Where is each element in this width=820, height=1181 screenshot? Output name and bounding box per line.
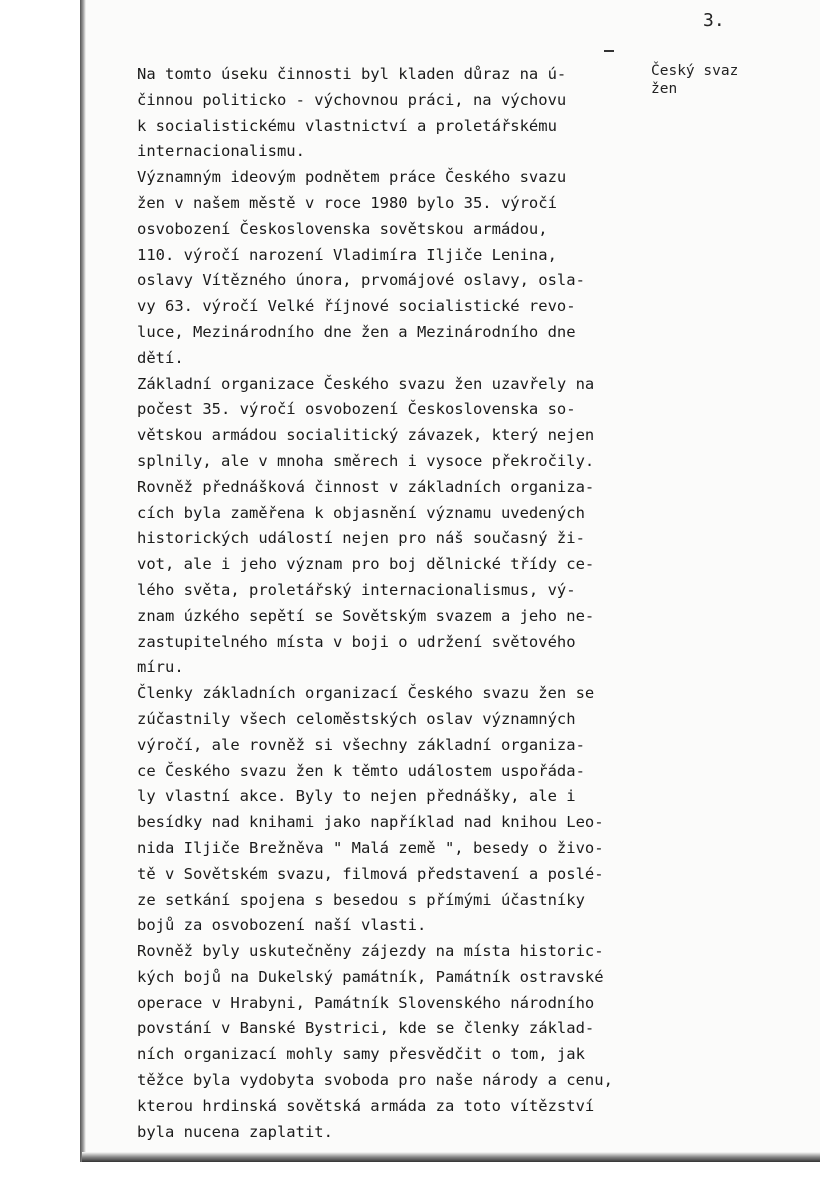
text-line: osvobození Československa sovětskou armádou, xyxy=(137,219,548,238)
text-line: Rovněž byly uskutečněny zájezdy na místa historic- xyxy=(137,942,604,961)
text-line: ly vlastní akce. Byly to nejen přednášky, ale i xyxy=(137,787,576,806)
text-line: k socialistickému vlastnictví a proletářskému xyxy=(137,116,557,135)
text-line: ních organizací mohly samy přesvědčit o tom, jak xyxy=(137,1045,585,1064)
text-line: těžce byla vydobyta svoboda pro naše národy a cenu, xyxy=(137,1071,613,1090)
text-line: luce, Mezinárodního dne žen a Mezinárodního dne xyxy=(137,322,576,341)
page-bottom-edge xyxy=(82,1152,820,1162)
body-text xyxy=(137,62,657,1145)
text-line: míru. xyxy=(137,658,184,677)
margin-note xyxy=(651,62,738,98)
text-line: bojů za osvobození naší vlasti. xyxy=(137,916,427,935)
text-line: činnou politicko - výchovnou práci, na výchovu xyxy=(137,90,567,109)
text-line: kterou hrdinská sovětská armáda za toto vítězství xyxy=(137,1096,595,1115)
text-line: Významným ideovým podnětem práce Českého svazu xyxy=(137,168,567,187)
text-line: Rovněž přednášková činnost v základních organiza- xyxy=(137,477,595,496)
text-line: žen v našem městě v roce 1980 bylo 35. výročí xyxy=(137,193,557,212)
text-line: ce Českého svazu žen k těmto událostem uspořáda- xyxy=(137,761,585,780)
text-line: znam úzkého sepětí se Sovětským svazem a jeho ne- xyxy=(137,606,595,625)
text-line: splnily, ale v mnoha směrech i vysoce překročily. xyxy=(137,451,595,470)
text-line: povstání v Banské Bystrici, kde se členky základ- xyxy=(137,1019,595,1038)
margin-note-line: Český svaz xyxy=(651,63,739,79)
text-line: oslavy Vítězného února, prvomájové oslavy, osla- xyxy=(137,271,585,290)
margin-dash-mark xyxy=(604,50,614,52)
text-line: Základní organizace Českého svazu žen uzavřely na xyxy=(137,374,595,393)
text-line: vy 63. výročí Velké říjnové socialistické revo- xyxy=(137,297,576,316)
text-line: besídky nad knihami jako například nad knihou Leo- xyxy=(137,813,604,832)
text-line: dětí. xyxy=(137,348,184,367)
text-line: vot, ale i jeho význam pro boj dělnické třídy ce- xyxy=(137,555,595,574)
text-line: internacionalismu. xyxy=(137,142,305,161)
margin-note-line: žen xyxy=(651,81,678,97)
text-line: operace v Hrabyni, Památník Slovenského národního xyxy=(137,993,595,1012)
page-number: 3. xyxy=(703,10,725,31)
text-line: ze setkání spojena s besedou s přímými účastníky xyxy=(137,890,585,909)
text-line: tě v Sovětském svazu, filmová představení a poslé- xyxy=(137,864,604,883)
text-line: větskou armádou socialitický závazek, který nejen xyxy=(137,426,595,445)
text-line: Na tomto úseku činnosti byl kladen důraz na ú- xyxy=(137,65,567,83)
text-line: zastupitelného místa v boji o udržení světového xyxy=(137,632,576,651)
page-edge-shadow xyxy=(80,0,86,1162)
text-line: cích byla zaměřena k objasnění významu uvedených xyxy=(137,503,585,522)
text-line: výročí, ale rovněž si všechny základní organiza- xyxy=(137,735,585,754)
text-line: počest 35. výročí osvobození Československa so- xyxy=(137,400,576,419)
text-line: historických událostí nejen pro náš současný ži- xyxy=(137,529,585,548)
text-line: byla nucena zaplatit. xyxy=(137,1122,333,1141)
text-line: 110. výročí narození Vladimíra Iljiče Lenina, xyxy=(137,245,557,264)
text-line: Členky základních organizací Českého svazu žen se xyxy=(137,684,595,703)
text-line: kých bojů na Dukelský památník, Památník ostravské xyxy=(137,967,604,986)
text-line: lého světa, proletářský internacionalismus, vý- xyxy=(137,580,576,599)
text-line: zúčastnily všech celoměstských oslav významných xyxy=(137,709,576,728)
text-line: nida Iljiče Brežněva " Malá země ", besedy o živo- xyxy=(137,838,604,857)
